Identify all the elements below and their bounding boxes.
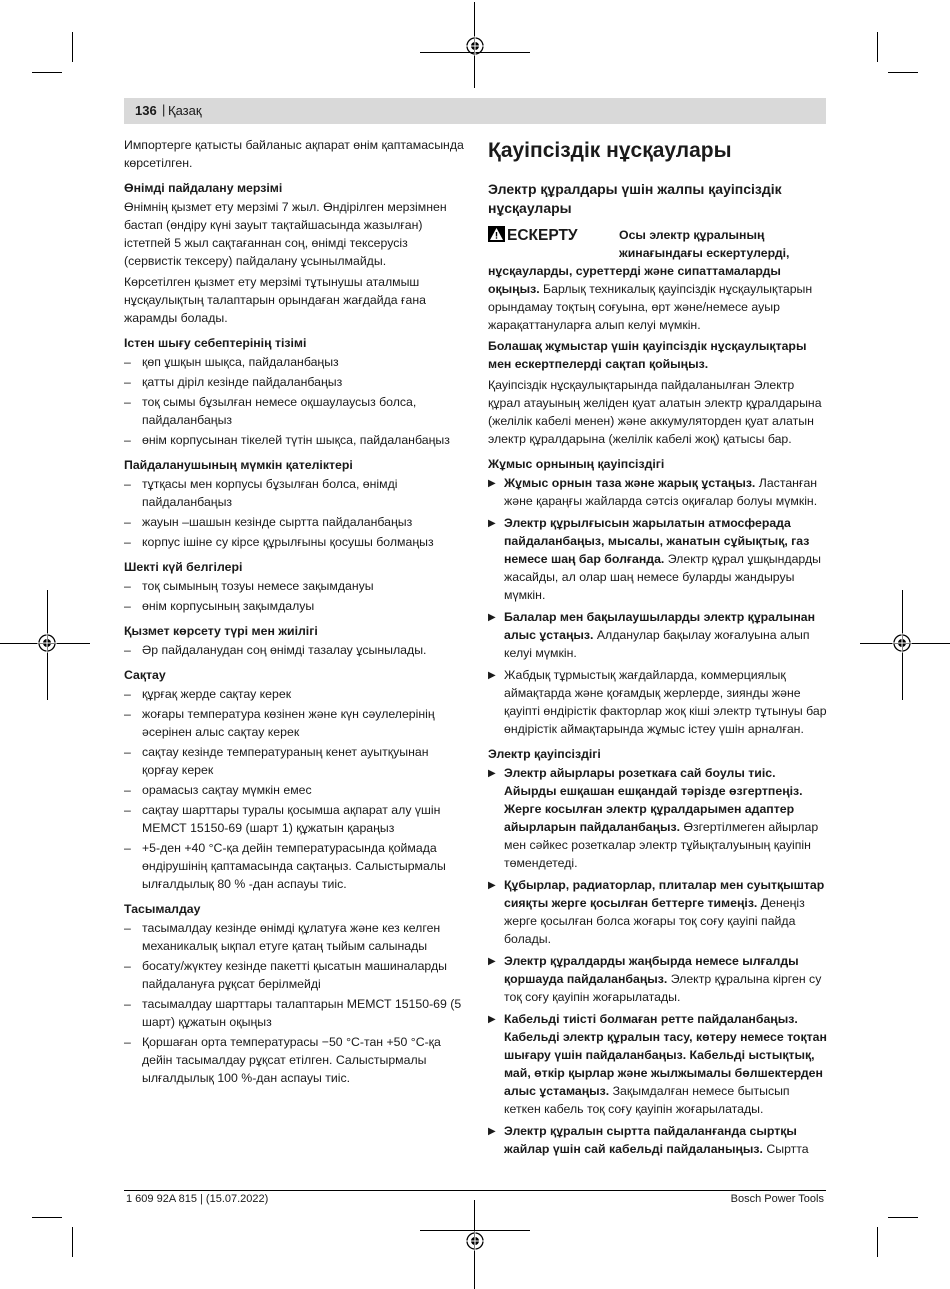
transport-heading: Тасымалдау: [124, 902, 201, 916]
item-bold-text: Электр құралдарды жаңбырда немесе ылғалды қоршауда пайдаланбаңыз.: [504, 954, 799, 986]
right-column: [488, 136, 828, 1162]
list-item: – +5-ден +40 °C-қа дейін температурасында қоймада өндірушінің қаптамасында сақтаңыз. Салыстырмалы ылғалдылық 80 % -дан аспауы тиіс.: [124, 839, 464, 893]
registration-target-icon: [37, 633, 57, 653]
page-header: [124, 98, 826, 124]
list-item: – тасымалдау кезінде өнімді құлатуға және кез келген механикалық ықпал етуге қатаң тыйым салынады: [124, 919, 464, 955]
list-item: – тұтқасы мен корпусы бұзылған болса, өнімді пайдаланбаңыз: [124, 475, 464, 511]
registration-target-icon: [465, 36, 485, 56]
item-text: Алданулар бақылау жоғалуына алып келуі мүмкін.: [504, 628, 810, 660]
document-number: 1 609 92A 815 | (15.07.2022): [126, 1193, 269, 1205]
bullet-triangle-icon: ▶: [488, 670, 496, 681]
importer-note: Импортерге қатысты байланыс ақпарат өнім қаптамасында көрсетілген.: [124, 138, 464, 170]
failure-list: [124, 353, 464, 449]
bullet-triangle-icon: ▶: [488, 478, 496, 489]
list-item: – орамасыз сақтау мүмкін емес: [124, 781, 464, 799]
list-item: – босату/жүктеу кезінде пакетті қысатын машиналарды пайдалануға рұқсат берілмейді: [124, 957, 464, 993]
warning-label-text: ЕСКЕРТУ: [507, 227, 578, 244]
electric-heading: Электр қауіпсіздігі: [488, 747, 601, 761]
warning-label: [488, 226, 578, 245]
list-item: – сақтау кезінде температураның кенет ауытқуынан қорғау керек: [124, 743, 464, 779]
bullet-triangle-icon: ▶: [488, 768, 496, 779]
limit-list: [124, 577, 464, 615]
brand-name: Bosch Power Tools: [730, 1193, 824, 1205]
service-life-heading: Өнімді пайдалану мерзімі: [124, 181, 283, 195]
page-number: 136: [135, 103, 157, 118]
maintenance-heading: Қызмет көрсету түрі мен жиілігі: [124, 624, 318, 638]
crop-mark: [32, 72, 62, 73]
list-item: – тоқ сымының тозуы немесе зақымдануы: [124, 577, 464, 595]
list-item: – Әр пайдаланудан соң өнімді тазалау ұсынылады.: [124, 641, 464, 659]
list-item: – құрғақ жерде сақтау керек: [124, 685, 464, 703]
storage-list: [124, 685, 464, 893]
list-item: [488, 474, 828, 510]
item-text: Электр құрал ұшқындарды жасайды, ал олар шаң немесе буларды жандыруы мүмкін.: [504, 552, 821, 602]
list-item: – өнім корпусының зақымдалуы: [124, 597, 464, 615]
crop-mark: [32, 1217, 62, 1218]
errors-heading: Пайдаланушының мүмкін қателіктері: [124, 458, 353, 472]
list-item: – қөп ұшқын шықса, пайдаланбаңыз: [124, 353, 464, 371]
language-label: Қазақ: [168, 103, 202, 118]
service-life-paragraph: Өнімнің қызмет ету мерзімі 7 жыл. Өндірілген мерзімнен бастап (өндіру күні зауыт тақтайшасында жазылған) істетпей 5 жыл сақтағаннан соң, өнімді тексерусіз (сервистік тексеру) пайдалану ұсынылмайды.: [124, 200, 447, 268]
item-text: Өзгертілмеген айырлар мен сәйкес розеткалар электр тұйықталуының қауіпін төмендетеді.: [504, 820, 819, 870]
warning-block: [488, 228, 828, 262]
term-definition: Қауіпсіздік нұсқаулықтарында пайдаланылған Электр құрал атауының желіден қуат алатын электр құралдарына (желілік кабелі менен) және аккумуляторден қуат алатын электр құралдарына (желілік кабелі жоқ) қатысы бар.: [488, 378, 822, 446]
item-text: Денеңіз жерге қосылған болса жоғары тоқ соғу қауіпі пайда болады.: [504, 896, 805, 946]
crop-mark: [888, 72, 918, 73]
item-bold-text: Электр құралын сыртта пайдаланғанда сыртқы жайлар үшін сай кабельді пайдаланыңыз.: [504, 1124, 797, 1156]
crop-mark: [877, 32, 878, 62]
item-bold-text: Электр айырлары розеткаға сай боулы тиіс. Айырды ешқашан ешқандай тәрізде өзгертпеңіз. Жерге косылған электр құралдарымен адаптер айырларын пайдаланбаңыз.: [504, 766, 803, 834]
page-footer: [124, 1190, 826, 1205]
keep-instructions: Болашақ жұмыстар үшін қауіпсіздік нұсқаулықтары мен ескертпелерді сақтап қойыңыз.: [488, 339, 807, 371]
crop-mark: [72, 32, 73, 62]
list-item: – тасымалдау шарттары талаптарын МЕМСТ 15150-69 (5 шарт) құжатын оқыңыз: [124, 995, 464, 1031]
warning-icon: [488, 226, 505, 242]
list-item: [488, 952, 828, 1006]
crop-mark: [72, 1227, 73, 1257]
list-item: – өнім корпусынан тікелей түтін шықса, пайдаланбаңыз: [124, 431, 464, 449]
warning-normal-text: Барлық техникалық қауіпсіздік нұсқаулықтарын орындамау тоқтың соғуына, өрт және/немесе ауыр жарақаттануларға алып келуі мүмкін.: [488, 282, 813, 332]
limit-heading: Шекті күй белгілері: [124, 560, 243, 574]
maintenance-list: [124, 641, 464, 659]
section-title: Қауіпсіздік нұсқаулары: [488, 139, 732, 162]
bullet-triangle-icon: ▶: [488, 612, 496, 623]
list-item: [488, 1010, 828, 1118]
list-item: – тоқ сымы бұзылған немесе оқшаулаусыз болса, пайдаланбаңыз: [124, 393, 464, 429]
registration-target-icon: [892, 633, 912, 653]
bullet-triangle-icon: ▶: [488, 956, 496, 967]
list-item: [488, 1122, 828, 1158]
bullet-triangle-icon: ▶: [488, 1126, 496, 1137]
list-item: – жоғары температура көзінен және күн сәулелерінің әсерінен алыс сақтау керек: [124, 705, 464, 741]
item-bold-text: Құбырлар, радиаторлар, плиталар мен суытқыштар сияқты жерге қосылған беттерге тимеңіз.: [504, 878, 825, 910]
crop-mark: [888, 1217, 918, 1218]
warning-bold-text: нұсқауларды, суреттерді және сипаттамаларды оқыңыз.: [488, 264, 781, 296]
list-item: [488, 876, 828, 948]
list-item: – сақтау шарттары туралы қосымша ақпарат алу үшін МЕМСТ 15150-69 (шарт 1) құжатын қараңыз: [124, 801, 464, 837]
item-bold-text: Жұмыс орнын таза және жарық ұстаңыз.: [504, 476, 756, 490]
list-item: [488, 514, 828, 604]
list-item: – жауын –шашын кезінде сыртта пайдаланбаңыз: [124, 513, 464, 531]
list-item: [488, 608, 828, 662]
bullet-triangle-icon: ▶: [488, 518, 496, 529]
item-text: Жабдық тұрмыстық жағдайларда, коммерциялық аймақтарда және қоғамдық жерлерде, зиянды және қауіпті өндірістік факторлар жоқ кіші электр тұтынуы бар өндірістік аймақтарында жұмыс істеу үшін арналған.: [504, 668, 827, 736]
item-bold-text: Кабельді тиісті болмаған ретте пайдаланбаңыз. Кабельді электр құралын тасу, көтеру немесе тоқтан шығару үшін пайдаланбаңыз. Кабельді ыстықтық, май, өткір қырлар және жылжымалы бөлшектерден алыс ұстамаңыз.: [504, 1012, 827, 1098]
item-text: Электр құралына кірген су тоқ соғу қауіпін жоғарылатады.: [504, 972, 822, 1004]
crop-mark: [877, 1227, 878, 1257]
list-item: [488, 764, 828, 872]
list-item: – қатты діріл кезінде пайдаланбаңыз: [124, 373, 464, 391]
registration-target-icon: [465, 1231, 485, 1251]
list-item: – корпус ішіне су кірсе құрылғыны қосушы болмаңыз: [124, 533, 464, 551]
header-separator: |: [162, 102, 166, 117]
service-life-paragraph: Көрсетілген қызмет ету мерзімі тұтынушы аталмыш нұсқаулықтың талаптарын орындаған жағдайда ғана жарамды болады.: [124, 275, 427, 325]
item-text: Ластанған және қараңғы жайларда сәтсіз оқиғалар болуы мүмкін.: [504, 476, 818, 508]
item-text: Сыртта: [762, 1142, 809, 1156]
item-bold-text: Балалар мен бақылаушыларды электр құралынан алыс ұстаңыз.: [504, 610, 816, 642]
warning-side-text: Осы электр құралының жинағындағы ескертулерді,: [619, 228, 790, 260]
work-area-list: [488, 474, 828, 738]
left-column: [124, 136, 464, 1089]
transport-list: [124, 919, 464, 1087]
bullet-triangle-icon: ▶: [488, 1014, 496, 1025]
storage-heading: Сақтау: [124, 668, 166, 682]
list-item: [488, 666, 828, 738]
bullet-triangle-icon: ▶: [488, 880, 496, 891]
item-text: Зақымдалған немесе бытысып кеткен кабель тоқ соғу қауіпін жоғарылатады.: [504, 1084, 790, 1116]
failure-heading: Істен шығу себептерінің тізімі: [124, 336, 307, 350]
section-subtitle: Электр құралдары үшін жалпы қауіпсіздік нұсқаулары: [488, 181, 782, 216]
list-item: – Қоршаған орта температурасы −50 °C-тан +50 °C-қа дейін тасымалдау рұқсат етілген. Салыстырмалы ылғалдылық 100 %-дан аспауы тиіс.: [124, 1033, 464, 1087]
errors-list: [124, 475, 464, 551]
electric-list: [488, 764, 828, 1158]
work-area-heading: Жұмыс орнының қауіпсіздігі: [488, 457, 665, 471]
item-bold-text: Электр құрылғысын жарылатын атмосферада пайдаланбаңыз, мысалы, жанатын сұйықтық, газ немесе шаң бар болғанда.: [504, 516, 810, 566]
warning-text: [488, 262, 828, 334]
